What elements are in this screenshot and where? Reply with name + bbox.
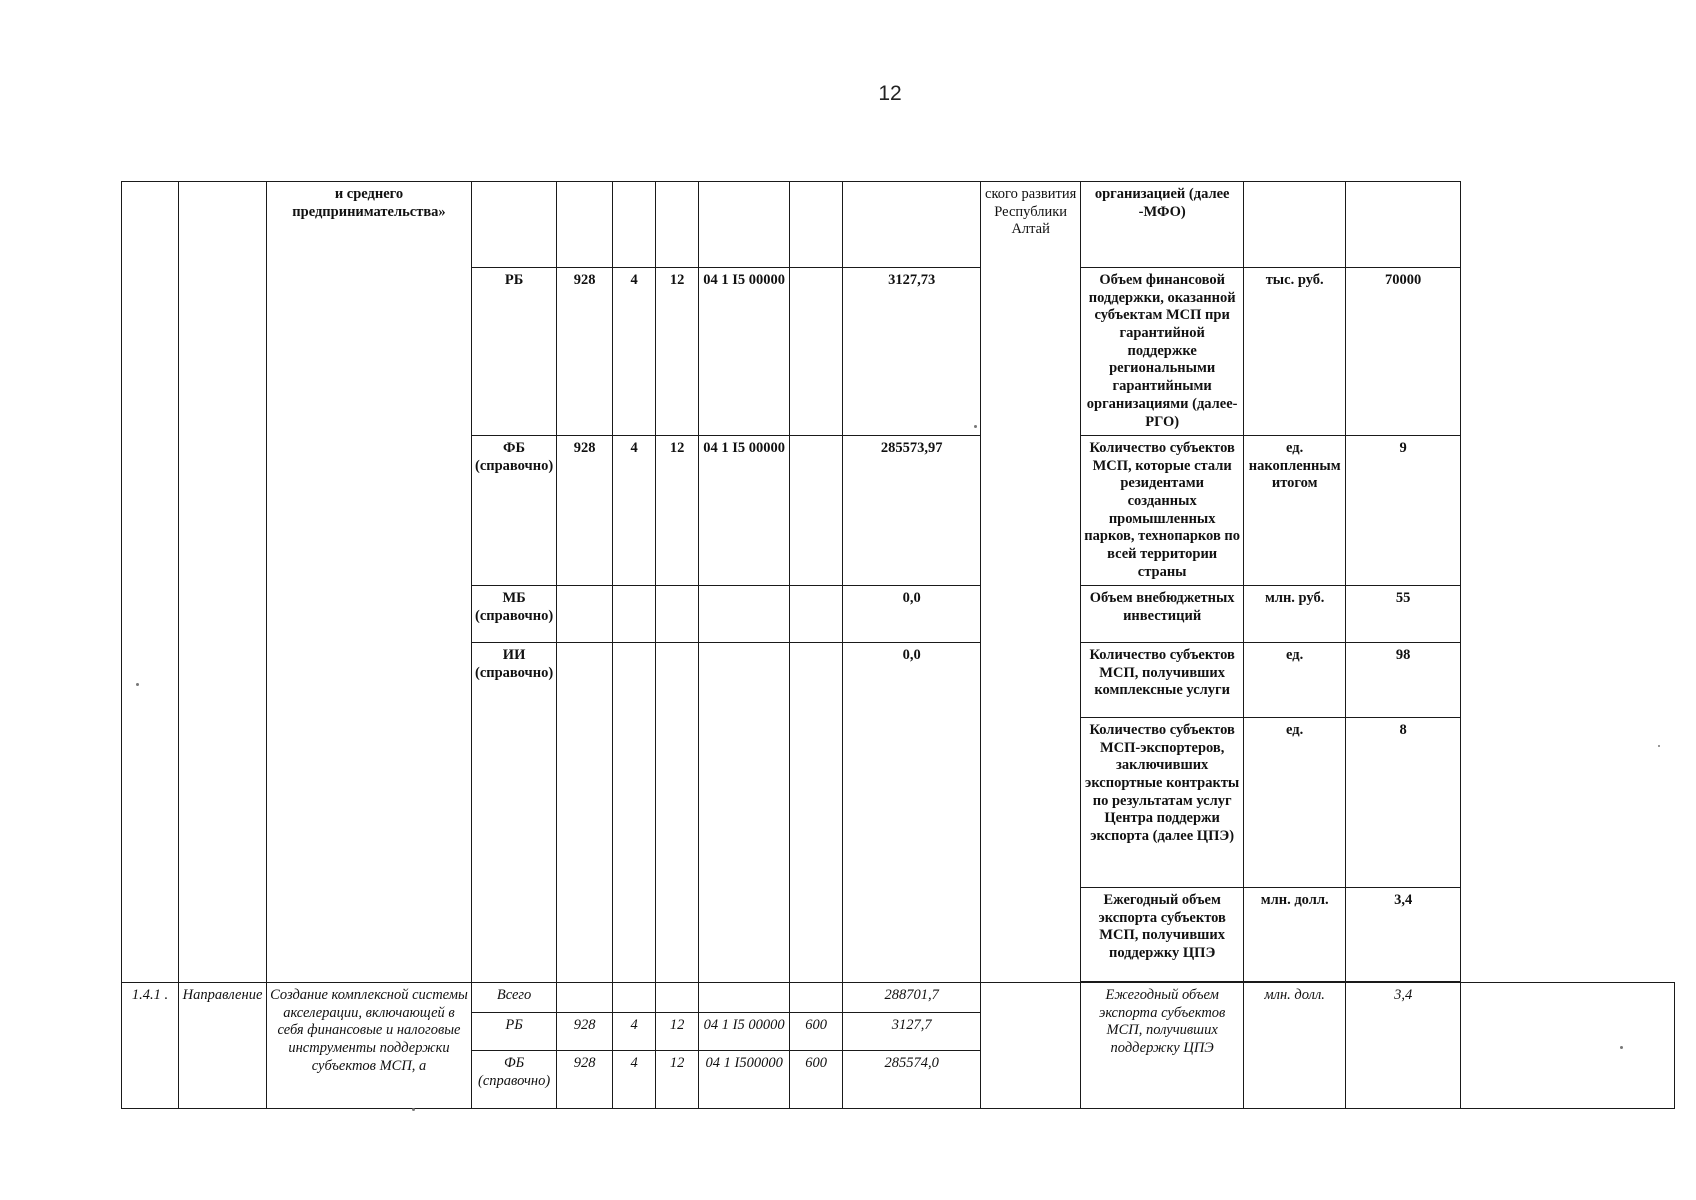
scan-speck xyxy=(1620,1046,1623,1049)
pr-cell: 12 xyxy=(656,1051,699,1109)
amount-cell: 288701,7 xyxy=(843,983,981,1013)
vr-cell xyxy=(790,436,843,586)
indicator-cell: организацией (далее -МФО) xyxy=(1081,182,1244,268)
grbs-cell: 928 xyxy=(557,1051,613,1109)
amount-cell: 285573,97 xyxy=(843,436,981,586)
section-number-cell: 1.4.1 . xyxy=(122,983,179,1109)
unit-cell: тыс. руб. xyxy=(1244,268,1346,436)
indicator-cell: Объем внебюджетных инвестиций xyxy=(1081,586,1244,643)
amount-cell: 0,0 xyxy=(843,586,981,643)
grbs-cell: 928 xyxy=(557,436,613,586)
csr-cell xyxy=(699,586,790,643)
section-type-cell: Направление xyxy=(179,983,267,1109)
amount-cell: 3127,7 xyxy=(843,1013,981,1051)
unit-cell: ед. накопленным итогом xyxy=(1244,436,1346,586)
vr-cell: 600 xyxy=(790,1013,843,1051)
cell-empty xyxy=(699,182,790,268)
source-cell: Всего xyxy=(472,983,557,1013)
unit-cell: ед. xyxy=(1244,718,1346,888)
source-cell: ФБ (справочно) xyxy=(472,436,557,586)
program-table xyxy=(121,181,1675,1109)
grbs-cell: 928 xyxy=(557,1013,613,1051)
csr-cell: 04 1 I5 00000 xyxy=(699,436,790,586)
amount-cell: 285574,0 xyxy=(843,1051,981,1109)
pr-cell: 12 xyxy=(656,1013,699,1051)
source-cell: ИИ (справочно) xyxy=(472,643,557,983)
indicator-cell: Количество субъектов МСП, получивших комплексные услуги xyxy=(1081,643,1244,718)
value-cell: 55 xyxy=(1346,586,1461,643)
section-indicator-cell: Ежегодный объем экспорта субъектов МСП, получивших поддержку ЦПЭ xyxy=(1081,983,1244,1109)
section-margin-cell xyxy=(1461,983,1675,1109)
indicator-cell: Ежегодный объем экспорта субъектов МСП, получивших поддержку ЦПЭ xyxy=(1081,888,1244,982)
csr-cell xyxy=(699,643,790,983)
indicator-cell: Количество субъектов МСП-экспортеров, заключивших экспортные контракты по результатам услуг Центра поддержи экспорта (далее ЦПЭ) xyxy=(1081,718,1244,888)
pr-cell xyxy=(656,983,699,1013)
vr-cell xyxy=(790,586,843,643)
cell-empty xyxy=(656,182,699,268)
csr-cell: 04 1 I5 00000 xyxy=(699,1013,790,1051)
csr-cell: 04 1 I5 00000 xyxy=(699,268,790,436)
grbs-cell xyxy=(557,643,613,983)
indicator-cell: Количество субъектов МСП, которые стали резидентами созданных промышленных парков, технопарков по всей территории страны xyxy=(1081,436,1244,586)
cell-empty xyxy=(613,182,656,268)
pr-cell xyxy=(656,586,699,643)
page-number: 12 xyxy=(878,82,902,105)
rz-cell xyxy=(613,643,656,983)
scan-speck xyxy=(974,425,977,428)
cell-type-empty xyxy=(179,182,267,983)
section-name-cell: Создание комплексной системы акселерации, включающей в себя финансовые и налоговые инструменты поддержки субъектов МСП, а xyxy=(267,983,472,1109)
cell-empty xyxy=(790,182,843,268)
source-cell: МБ (справочно) xyxy=(472,586,557,643)
executor-cell: ского развития Республики Алтай xyxy=(981,182,1081,983)
value-cell: 8 xyxy=(1346,718,1461,888)
scan-speck xyxy=(412,1108,415,1111)
value-cell: 98 xyxy=(1346,643,1461,718)
pr-cell: 12 xyxy=(656,436,699,586)
vr-cell xyxy=(790,643,843,983)
section-value-cell: 3,4 xyxy=(1346,983,1461,1109)
rz-cell: 4 xyxy=(613,1051,656,1109)
rz-cell xyxy=(613,983,656,1013)
continuation-row xyxy=(122,182,1675,268)
csr-cell: 04 1 I500000 xyxy=(699,1051,790,1109)
unit-cell: млн. долл. xyxy=(1244,888,1346,982)
vr-cell xyxy=(790,268,843,436)
cell-number-empty xyxy=(122,182,179,983)
unit-cell: ед. xyxy=(1244,643,1346,718)
amount-cell: 3127,73 xyxy=(843,268,981,436)
scan-speck xyxy=(136,683,139,686)
amount-cell: 0,0 xyxy=(843,643,981,983)
rz-cell: 4 xyxy=(613,1013,656,1051)
grbs-cell xyxy=(557,983,613,1013)
grbs-cell: 928 xyxy=(557,268,613,436)
pr-cell: 12 xyxy=(656,268,699,436)
value-cell: 9 xyxy=(1346,436,1461,586)
rz-cell: 4 xyxy=(613,268,656,436)
section-unit-cell: млн. долл. xyxy=(1244,983,1346,1109)
cell-empty xyxy=(1346,182,1461,268)
pr-cell xyxy=(656,643,699,983)
grbs-cell xyxy=(557,586,613,643)
event-name-cell: и среднего предпринимательства» xyxy=(267,182,472,983)
cell-empty xyxy=(1244,182,1346,268)
rz-cell xyxy=(613,586,656,643)
cell-empty xyxy=(843,182,981,268)
unit-cell: млн. руб. xyxy=(1244,586,1346,643)
value-cell: 70000 xyxy=(1346,268,1461,436)
source-cell: РБ xyxy=(472,1013,557,1051)
rz-cell: 4 xyxy=(613,436,656,586)
section-executor-cell xyxy=(981,983,1081,1109)
cell-empty xyxy=(557,182,613,268)
vr-cell xyxy=(790,983,843,1013)
vr-cell: 600 xyxy=(790,1051,843,1109)
scan-speck xyxy=(1658,745,1660,747)
source-cell: ФБ (справочно) xyxy=(472,1051,557,1109)
section-row xyxy=(122,983,1675,1013)
value-cell: 3,4 xyxy=(1346,888,1461,982)
indicator-cell: Объем финансовой поддержки, оказанной субъектам МСП при гарантийной поддержке региональными гарантийными организациями (далее- РГО) xyxy=(1081,268,1244,436)
source-cell: РБ xyxy=(472,268,557,436)
cell-empty xyxy=(472,182,557,268)
cell-margin xyxy=(1461,182,1675,983)
csr-cell xyxy=(699,983,790,1013)
